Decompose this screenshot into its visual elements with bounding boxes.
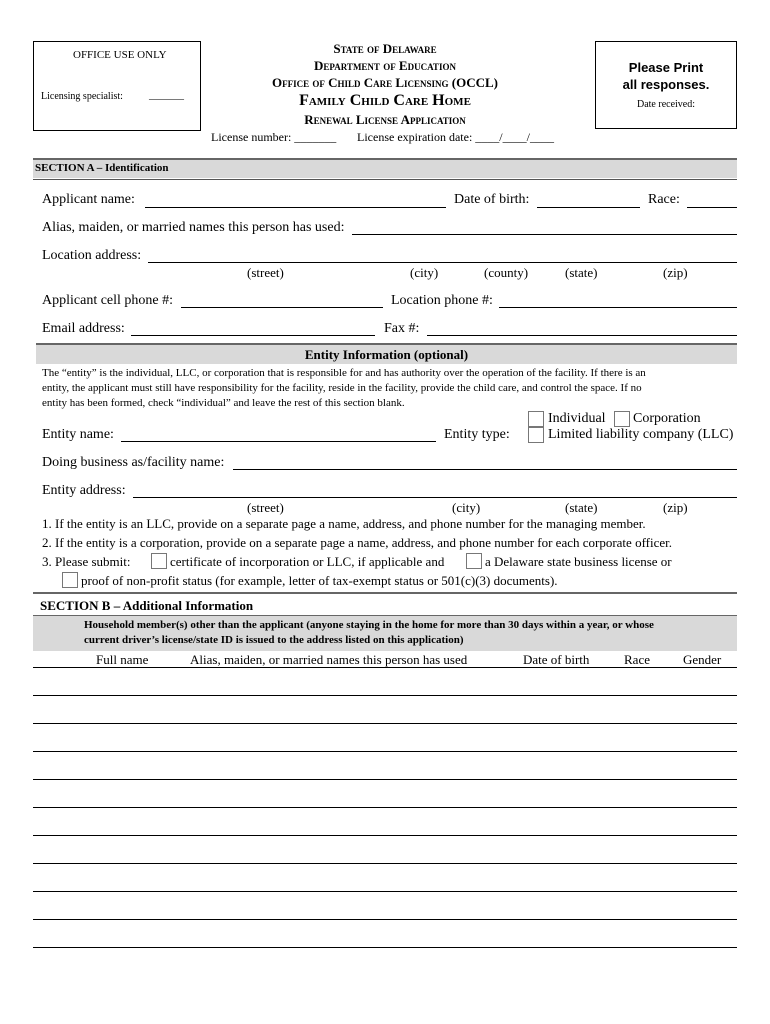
fax-field[interactable]: [427, 335, 737, 336]
location-street-hint: (street): [247, 265, 284, 280]
location-county-hint: (county): [484, 265, 529, 280]
corporation-label: Corporation: [633, 411, 701, 426]
entity-address-label: Entity address:: [42, 483, 126, 498]
entity-title: Entity Information (optional): [304, 347, 469, 362]
location-address-label: Location address:: [42, 248, 142, 263]
dba-field[interactable]: [233, 469, 737, 470]
applicant-name-label: Applicant name:: [42, 192, 135, 207]
llc-checkbox[interactable]: [528, 427, 544, 443]
section-b-top-rule: [33, 592, 737, 594]
household-row-8[interactable]: [33, 891, 737, 892]
department-title: Department of Education: [314, 58, 456, 73]
state-title: State of Delaware: [333, 41, 437, 56]
nonprofit-label: proof of non-profit status (for example, letter of tax-exempt status or 501(c)(3) documents).: [81, 573, 558, 588]
entity-zip-hint: (zip): [663, 500, 688, 515]
business-license-label: a Delaware state business license or: [485, 554, 672, 569]
household-row-2[interactable]: [33, 723, 737, 724]
dba-label: Doing business as/facility name:: [42, 455, 225, 470]
column-gender: Gender: [683, 652, 722, 667]
entity-name-field[interactable]: [121, 441, 436, 442]
location-phone-field[interactable]: [499, 307, 737, 308]
household-row-10[interactable]: [33, 947, 737, 948]
individual-checkbox[interactable]: [528, 411, 544, 427]
column-alias: Alias, maiden, or married names this person has used: [190, 652, 468, 667]
entity-description-line3: entity has been formed, check “individual” and leave the rest of this section blank.: [42, 397, 405, 409]
alias-label: Alias, maiden, or married names this person has used:: [42, 220, 345, 235]
location-phone-label: Location phone #:: [391, 293, 493, 308]
entity-street-hint: (street): [247, 500, 284, 515]
llc-label: Limited liability company (LLC): [548, 427, 734, 442]
household-row-4[interactable]: [33, 779, 737, 780]
entity-type-label: Entity type:: [444, 427, 510, 442]
alias-field[interactable]: [352, 234, 737, 235]
location-zip-hint: (zip): [663, 265, 688, 280]
household-row-3[interactable]: [33, 751, 737, 752]
location-address-field[interactable]: [148, 262, 737, 263]
corporation-checkbox[interactable]: [614, 411, 630, 427]
email-label: Email address:: [42, 321, 125, 336]
form-subtitle: Renewal License Application: [304, 112, 466, 127]
section-a-title: SECTION A – Identification: [35, 162, 169, 174]
please-print-line2: all responses.: [622, 77, 710, 92]
email-field[interactable]: [131, 335, 375, 336]
license-expiration[interactable]: License expiration date: ____/____/____: [357, 130, 554, 144]
entity-item-3-prefix: 3. Please submit:: [42, 554, 131, 569]
date-of-birth-label: Date of birth:: [454, 192, 530, 207]
office-use-label: OFFICE USE ONLY: [73, 49, 167, 61]
form-title: Family Child Care Home: [299, 92, 471, 109]
individual-label: Individual: [548, 411, 606, 426]
entity-description-line1: The “entity” is the individual, LLC, or corporation that is responsible for and has authority over the operation of the facility. If there is an: [42, 367, 646, 379]
licensing-specialist-blank[interactable]: _______: [149, 90, 184, 101]
location-city-hint: (city): [410, 265, 439, 280]
fax-label: Fax #:: [384, 321, 420, 336]
certificate-checkbox[interactable]: [151, 553, 167, 569]
household-header-rule: [33, 667, 737, 668]
entity-item-1: 1. If the entity is an LLC, provide on a separate page a name, address, and phone number for the managing member.: [42, 516, 646, 531]
entity-description-line2: entity, the applicant must still have responsibility for the facility, reside in the facility, provide the child care, and control the space. If no: [42, 382, 642, 394]
license-number[interactable]: License number: _______: [211, 130, 337, 144]
licensing-specialist-label: Licensing specialist:: [41, 91, 123, 102]
applicant-name-field[interactable]: [145, 207, 446, 208]
section-b-title: SECTION B – Additional Information: [40, 598, 254, 613]
household-row-1[interactable]: [33, 695, 737, 696]
section-a-divider: [33, 179, 737, 180]
race-field[interactable]: [687, 207, 737, 208]
household-row-6[interactable]: [33, 835, 737, 836]
column-race: Race: [624, 652, 650, 667]
date-of-birth-field[interactable]: [537, 207, 640, 208]
entity-address-field[interactable]: [133, 497, 737, 498]
location-state-hint: (state): [565, 265, 598, 280]
nonprofit-checkbox[interactable]: [62, 572, 78, 588]
entity-item-2: 2. If the entity is a corporation, provide on a separate page a name, address, and phone number for each corporate officer.: [42, 535, 673, 550]
column-date-of-birth: Date of birth: [523, 652, 590, 667]
column-full-name: Full name: [96, 652, 149, 667]
race-label: Race:: [648, 192, 680, 207]
business-license-checkbox[interactable]: [466, 553, 482, 569]
household-row-9[interactable]: [33, 919, 737, 920]
date-received-label[interactable]: Date received:: [636, 99, 696, 110]
entity-name-label: Entity name:: [42, 427, 114, 442]
office-title: Office of Child Care Licensing (OCCL): [271, 75, 499, 90]
entity-state-hint: (state): [565, 500, 598, 515]
cell-phone-field[interactable]: [181, 307, 383, 308]
entity-city-hint: (city): [452, 500, 481, 515]
household-description-line1: Household member(s) other than the applicant (anyone staying in the home for more than 30 days within a year, or whose: [84, 619, 654, 631]
cell-phone-label: Applicant cell phone #:: [42, 293, 174, 308]
please-print-line1: Please Print: [628, 60, 704, 75]
certificate-label: certificate of incorporation or LLC, if applicable and: [170, 554, 445, 569]
household-description-line2: current driver’s license/state ID is issued to the address listed on this application): [84, 634, 464, 646]
household-row-7[interactable]: [33, 863, 737, 864]
household-row-5[interactable]: [33, 807, 737, 808]
